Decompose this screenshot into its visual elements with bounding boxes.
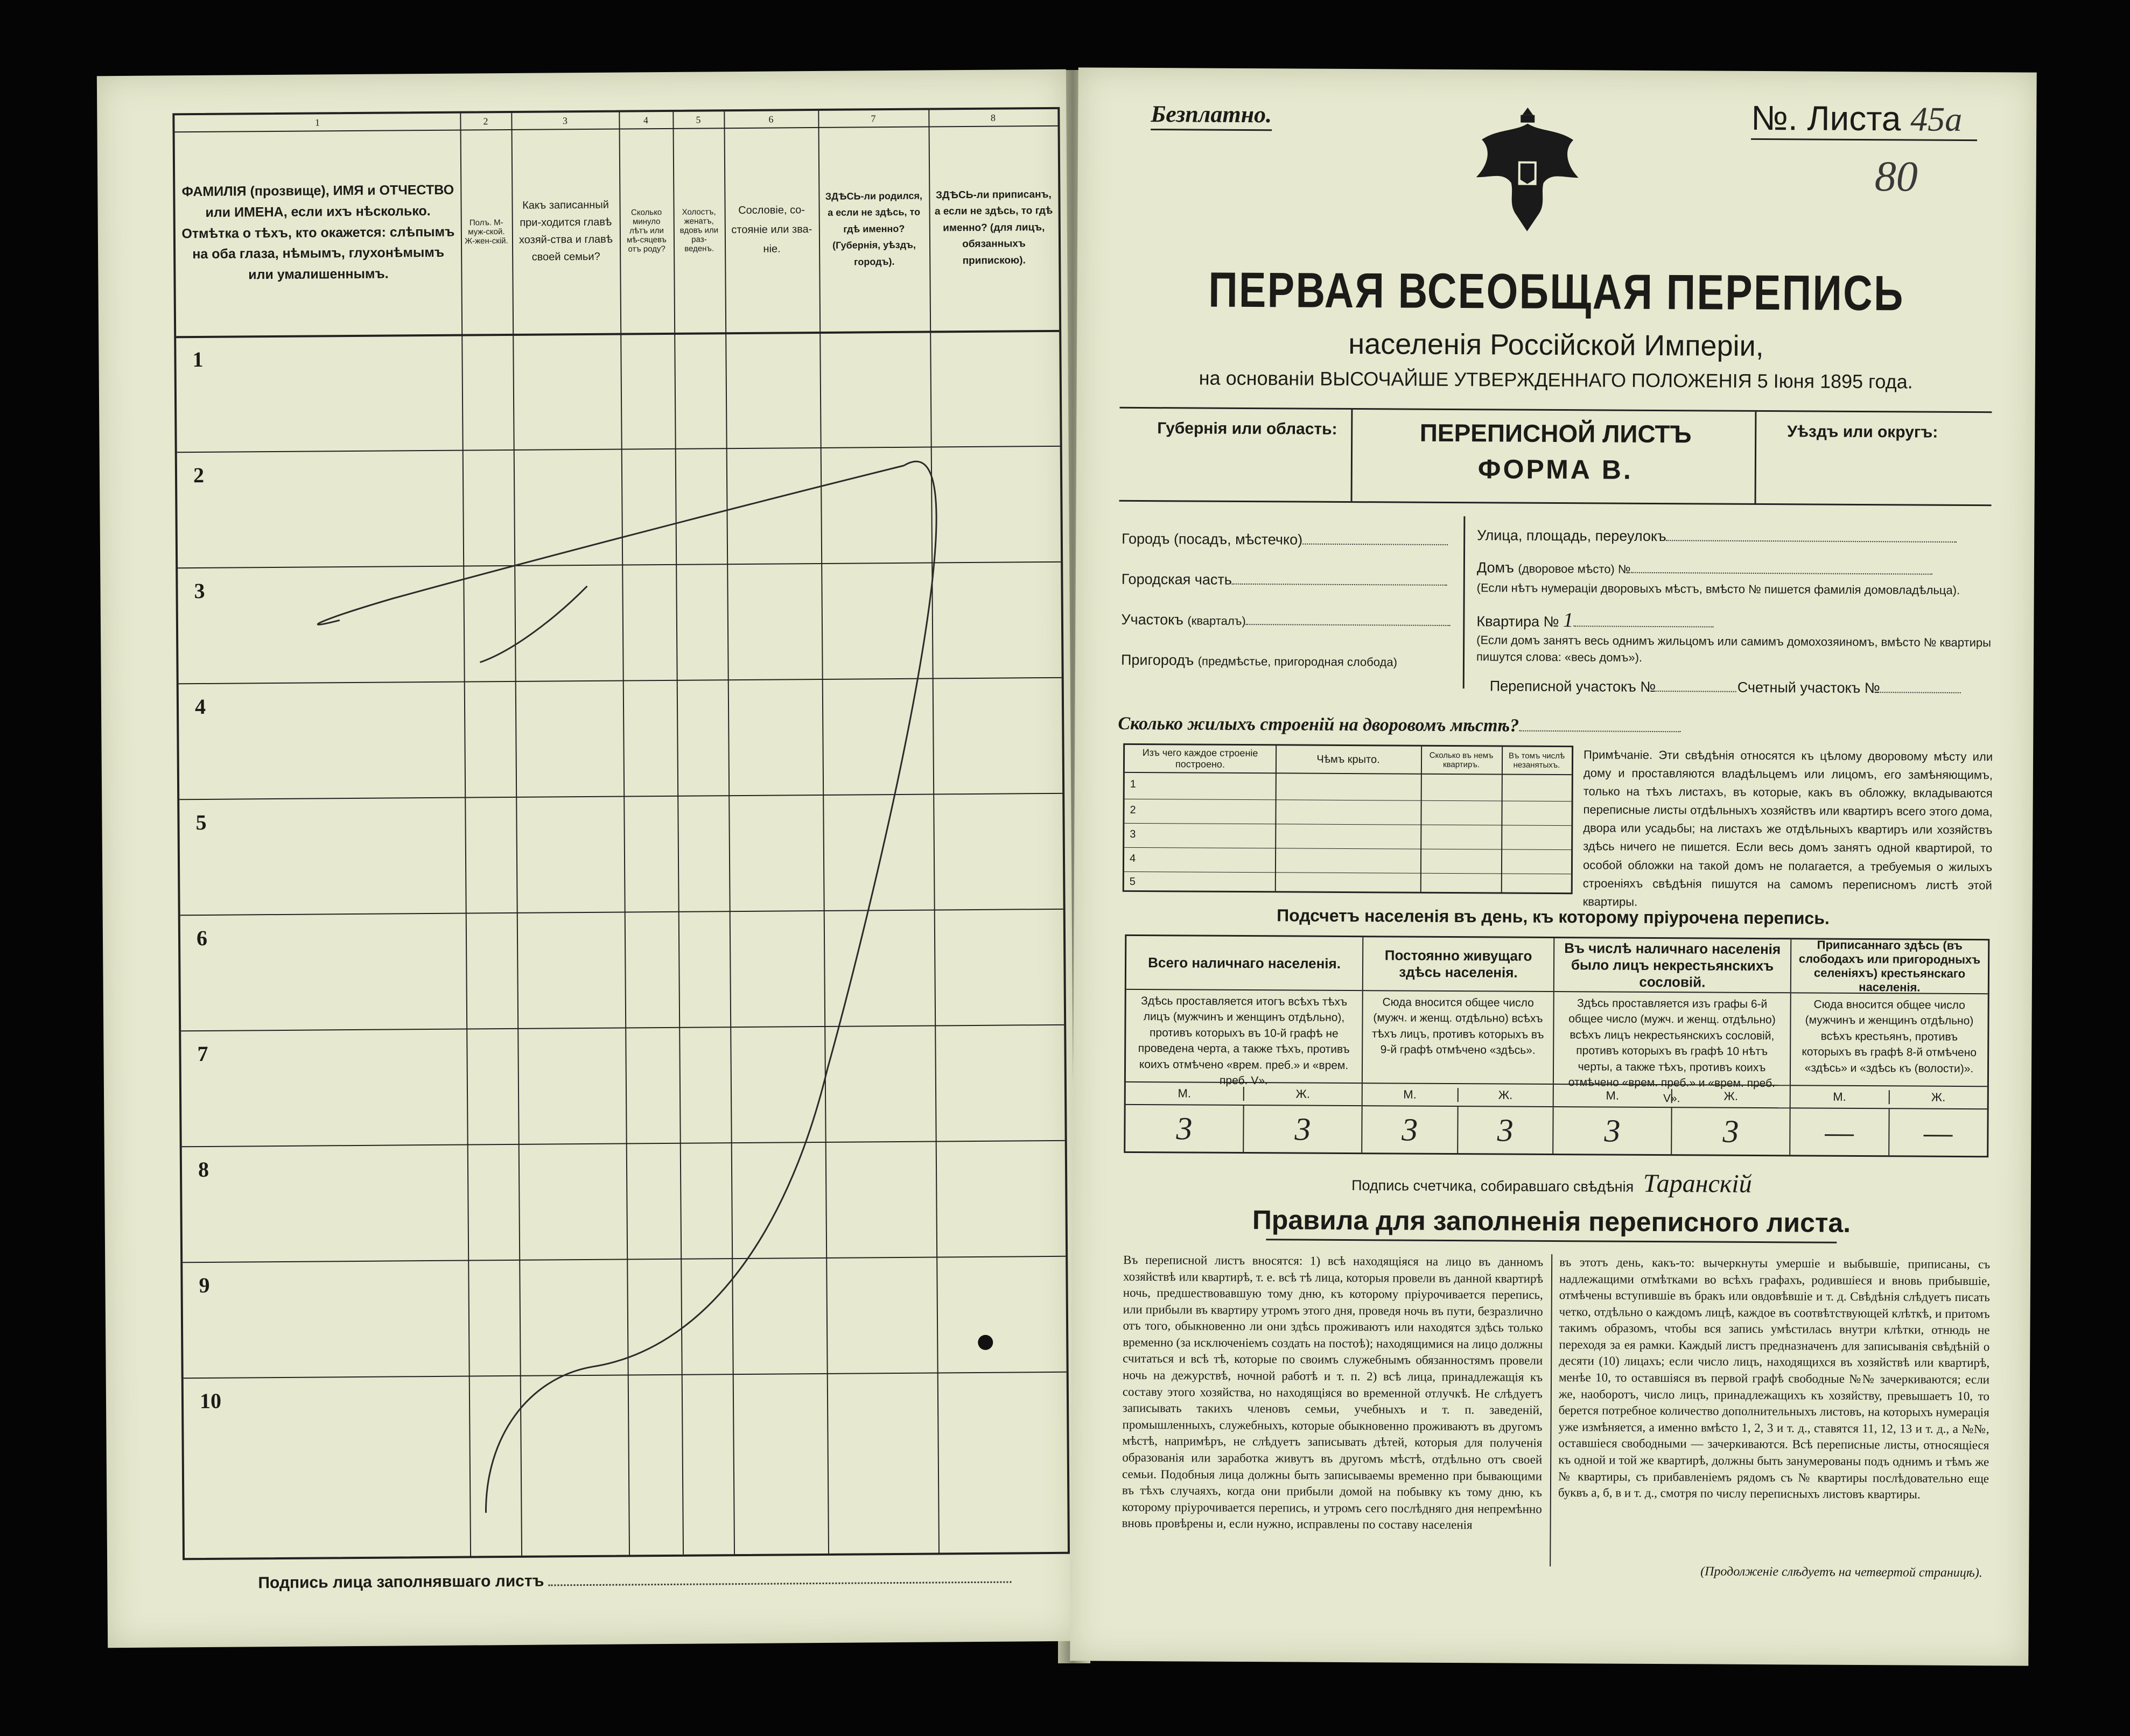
- row-number: 7: [197, 1041, 208, 1066]
- free-of-charge-label: Безплатно.: [1151, 100, 1272, 131]
- row-number: 5: [195, 810, 207, 835]
- right-page: [1070, 67, 2036, 1665]
- city-part-field: [1122, 571, 1447, 589]
- header-relation-column: Какъ записанный при-ходится главѣ хозяй-ства и главѣ своей семьи?: [519, 199, 613, 263]
- female-count: 3: [1671, 1108, 1789, 1155]
- header-birthplace-column: ЗДѢСЬ-ли родился, а если не здѣсь, то гдѣ именно? (Губернія, уѣздъ, городъ).: [825, 190, 923, 268]
- counter-signature-value: Таранскій: [1643, 1169, 1752, 1198]
- population-head: Постоянно живущаго здѣсь населенія.: [1363, 937, 1554, 992]
- page-title: ПЕРВАЯ ВСЕОБЩАЯ ПЕРЕПИСЬ: [1208, 262, 1905, 321]
- census-household-table: [172, 107, 1070, 1560]
- header-sex-column: Полъ. М-муж-ской. Ж-жен-скій.: [465, 217, 508, 246]
- region-header-box: [1119, 407, 1992, 506]
- population-head: Въ числѣ наличнаго населенія было лицъ некрестьянскихъ сословій.: [1554, 938, 1791, 993]
- apartment-instruction: (Если домъ занятъ весь однимъ жильцомъ или самимъ домохозяиномъ, вмѣсто № квартиры пишутся слова: «весь домъ»).: [1476, 633, 1992, 664]
- header-estate-column: Сословіе, со-стояніе или зва-ніе.: [731, 204, 812, 255]
- suburb-note: (предмѣстье, пригородная слобода): [1197, 654, 1398, 669]
- buildings-question: [1118, 714, 1680, 737]
- column-number: 5: [696, 114, 701, 125]
- population-head: Приписаннаго здѣсь (въ слободахъ или пригородныхъ селеніяхъ) крестьянскаго населенія.: [1791, 939, 1988, 994]
- buildings-row-number: 4: [1130, 852, 1136, 865]
- row-number: 9: [199, 1273, 210, 1298]
- city-label: Городъ (посадъ, мѣстечко): [1122, 530, 1303, 548]
- buildings-row-number: 5: [1129, 875, 1136, 888]
- imperial-eagle-icon: [1470, 102, 1584, 237]
- header-age-column: Сколько минуло лѣтъ или мѣ-сяцевъ отъ роду?: [627, 207, 667, 254]
- female-label: Ж.: [1457, 1088, 1553, 1102]
- sheet-number-handwritten-2: 80: [1874, 153, 1918, 201]
- form-label: ФОРМА В.: [1477, 454, 1633, 485]
- house-label: Домъ: [1476, 559, 1515, 576]
- rules-text-left: Въ переписной листъ вносятся: 1) всѣ находящіяся на лицо въ данномъ хозяйствѣ или квартирѣ, т. е. всѣ тѣ лица, которыя провели въ данной квартирѣ ночь, предшествовавшую тому дню, къ которому пріурочивается перепись, или прибыли въ квартиру утромъ этого дня, проведя ночь въ пути, безразлично отъ того, обыкновенно ли они здѣсь проживаютъ или находятся здѣсь только временно (за исключеніемъ создать на постоѣ); находящимися на лицо должны считаться и всѣ тѣ, которые по своимъ служебнымъ обязанностямъ провели ночь на дежурствѣ, ночной работѣ и т. п. 2) всѣ лица, принадлежащія къ составу этого хозяйства, но находящіяся во временной отлучкѣ. Не слѣдуетъ записывать такихъ членовъ семьи, учебныхъ и т. п. заведеній, промышленныхъ, служебныхъ, которые обыкновенно проживаютъ въ другомъ мѣстѣ, напримѣръ, не слѣдуетъ записывать дѣтей, которыя для полученія образованія или заработка живутъ въ другомъ мѣстѣ, отдѣльно отъ своей семьи. Подобныя лица должны быть записываемы временно при бывающими въ тѣхъ случаяхъ, когда они прибыли домой на побывку къ тому дню, къ которому пріурочивается перепись, и утромъ сего послѣдняго дня непремѣнно вновь провѣрены и, если нужно, исправлены по составу населенія: [1122, 1253, 1544, 1532]
- male-count: 3: [1176, 1110, 1193, 1146]
- buildings-note: Примѣчаніе. Эти свѣдѣнія относятся къ цѣлому дворовому мѣсту или дому и проставляются владѣльцемъ или лицомъ, его замѣняющимъ, только на тѣхъ листахъ, въ которые, какъ въ обложку, вкладываются переписные листы отдѣльныхъ хозяйствъ или квартиръ всего этого дома, двора или усадьбы; на листахъ же отдѣльныхъ квартиръ или хозяйствъ здѣсь ничего не пишется. Если весь домъ занятъ одной квартирой, то особой обложки на такой домъ не полагается, а требуемыя о жилыхъ строеніяхъ свѣдѣнія пишутся на самомъ переписномъ листѣ этой квартиры.: [1582, 748, 1993, 909]
- population-desc: Здѣсь проставляется итогъ всѣхъ тѣхъ лицъ (мужчинъ и женщинъ отдѣльно), противъ которыхъ въ 10-й графѣ не проведена черта, а также тѣхъ, противъ коихъ отмѣчено «врем. преб.» и «врем. преб. V».: [1138, 994, 1350, 1087]
- buildings-row-number: 2: [1130, 804, 1136, 816]
- apartment-label: Квартира №: [1476, 613, 1559, 630]
- population-head: Всего наличнаго населенія.: [1126, 936, 1363, 991]
- male-label: М.: [1606, 1088, 1620, 1102]
- rules-text-right: въ этотъ день, какъ-то: вычеркнуты умершіе и выбывшіе, приписаны, съ надлежащими отмѣтками во всѣхъ графахъ, родившіеся и вновь прибывшіе, отмѣчены вступившіе въ бракъ или овдовѣвшіе и т. д. Свѣдѣнія слѣдуетъ писать четко, отдѣльно о каждомъ лицѣ, каждое въ соотвѣтствующей клѣткѣ, и притомъ такимъ образомъ, чтобы вся запись умѣстилась внутри клѣтки, отнюдь не переходя за ея рамки. Каждый листъ предназначенъ для записыванія свѣдѣній о десяти (10) лицахъ; если число лицъ, находящихся въ хозяйствѣ или квартирѣ, менѣе 10, то оставшіяся въ первой графѣ свободные №№ зачеркиваются; если же, наоборотъ, число лицъ, принадлежащихъ къ хозяйству, превышаетъ 10, то берется потребное количество дополнительныхъ листовъ, на которыхъ нумерація уже измѣняется, а именно вмѣсто 1, 2, 3 и т. д., ставятся 11, 12, 13 и т. д., а №№, оставшіеся свободными — зачеркиваются. Всѣ переписные листы, относящіеся къ одной и той же квартирѣ, должны быть занумерованы подъ однимъ и тѣмъ же № квартиры, съ прибавленіемъ рядомъ съ № квартиры послѣдовательно еще буквъ а, б, в и т. д., смотря по числу переписныхъ листовъ квартиры.: [1558, 1255, 1991, 1501]
- female-count: 3: [1243, 1106, 1361, 1152]
- population-desc: Сюда вносится общее число (мужч. и женщ. отдѣльно) всѣхъ тѣхъ лицъ, противъ которыхъ въ 9-й графѣ отмѣчено «здѣсь».: [1372, 996, 1544, 1057]
- counter-signature-label: Подпись счетчика, собиравшаго свѣдѣнія: [1351, 1177, 1634, 1195]
- header-name-column: ФАМИЛІЯ (прозвище), ИМЯ и ОТЧЕСТВО или ИМЕНА, если ихъ нѣсколько. Отмѣтка о тѣхъ, кто окажется: слѣпымъ на оба глаза, нѣмымъ, глухонѣмымъ или умалишеннымъ.: [181, 182, 455, 283]
- rules-title-text: Правила для заполненія переписного листа.: [1252, 1205, 1851, 1238]
- legal-basis-line: на основаніи ВЫСОЧАЙШЕ УТВЕРЖДЕННАГО ПОЛОЖЕНІЯ 5 Іюня 1895 года.: [1199, 367, 1913, 393]
- count-precinct-field: [1737, 679, 1961, 697]
- buildings-question-label: Сколько жилыхъ строеній на дворовомъ мѣстѣ?: [1118, 713, 1519, 736]
- column-number: 6: [768, 114, 774, 125]
- census-precinct-label: Переписной участокъ №: [1489, 678, 1656, 695]
- city-field: [1122, 531, 1448, 549]
- buildings-header-roof: Чѣмъ крыто.: [1276, 746, 1421, 774]
- row-number: 2: [193, 462, 205, 488]
- sheet-number-value: 45а: [1910, 100, 1963, 138]
- male-count: 3: [1604, 1113, 1621, 1149]
- province-label: Губернія или область:: [1157, 419, 1337, 438]
- filler-signature-line: [258, 1569, 1011, 1593]
- column-number: 8: [990, 112, 996, 123]
- street-label: Улица, площадь, переулокъ: [1477, 527, 1666, 545]
- male-label: М.: [1178, 1086, 1192, 1100]
- male-count: 3: [1402, 1112, 1418, 1148]
- row-number: 6: [196, 925, 208, 951]
- population-count-title: Подсчетъ населенія въ день, къ которому пріурочена перепись.: [1277, 905, 1830, 928]
- sheet-number: [1751, 98, 1977, 141]
- female-count: 3: [1457, 1107, 1553, 1154]
- buildings-header-vacant: Въ томъ числѣ незанятыхъ.: [1502, 747, 1572, 775]
- apartment-value: 1: [1563, 609, 1574, 632]
- population-desc: Сюда вносится общее число (мужчинъ и женщинъ отдѣльно) всѣхъ крестьянъ, противъ которыхъ въ графѣ 8-й отмѣчено «здѣсь» и «здѣсь къ (волости)».: [1802, 998, 1977, 1075]
- buildings-header-material: Изъ чего каждое строеніе построено.: [1125, 745, 1276, 774]
- population-column-total: [1125, 936, 1363, 1152]
- buildings-header-apartments: Сколько въ немъ квартиръ.: [1421, 747, 1502, 775]
- precinct-field: [1121, 612, 1451, 630]
- column-number: 2: [483, 116, 488, 127]
- column-number: 4: [643, 115, 648, 126]
- counter-signature: [1073, 1165, 2031, 1200]
- female-label: Ж.: [1888, 1090, 1987, 1105]
- male-label: М.: [1403, 1087, 1417, 1101]
- header-marital-column: Холостъ, женатъ, вдовъ или раз-веденъ.: [679, 207, 719, 254]
- column-number: 1: [314, 117, 320, 128]
- filler-signature-label: Подпись лица заполнявшаго листъ: [258, 1572, 544, 1592]
- female-label: Ж.: [1243, 1087, 1362, 1101]
- male-label: М.: [1833, 1090, 1846, 1104]
- row-number: 10: [199, 1388, 222, 1414]
- census-precinct-field: [1490, 678, 1737, 695]
- apartment-field: [1476, 608, 1713, 632]
- suburb-field: [1121, 652, 1397, 670]
- column-number: 3: [562, 115, 567, 126]
- continued-note: (Продолженіе слѣдуетъ на четвертой страницѣ).: [1700, 1564, 1982, 1580]
- male-count: —: [1825, 1114, 1854, 1150]
- district-label: Уѣздъ или округъ:: [1787, 423, 1938, 441]
- house-note: (дворовое мѣсто) №: [1518, 561, 1631, 576]
- left-page: [97, 69, 1077, 1648]
- female-count: —: [1888, 1109, 1987, 1156]
- header-registration-column: ЗДѢСЬ-ли приписанъ, а если не здѣсь, то гдѣ именно? (для лицъ, обязанныхъ припискою).: [934, 188, 1053, 266]
- sheet-number-label: №. Листа: [1751, 98, 1901, 138]
- female-label: Ж.: [1671, 1089, 1790, 1104]
- suburb-label: Пригородъ: [1120, 651, 1194, 669]
- city-part-label: Городская часть: [1121, 571, 1232, 588]
- precinct-note: (кварталъ): [1187, 614, 1246, 628]
- population-column-permanent: [1362, 937, 1554, 1154]
- house-field: [1477, 559, 1932, 578]
- population-desc: Здѣсь проставляется изъ графы 6-й общее число (мужч. и женщ. отдѣльно) всѣхъ лицъ некрестьянскихъ сословій, противъ которыхъ въ графѣ 10 нѣтъ черты, а также тѣхъ, противъ коихъ отмѣчено «врем. преб.» и «врем. преб. V».: [1568, 997, 1776, 1105]
- buildings-row-number: 1: [1130, 778, 1136, 790]
- count-precinct-label: Счетный участокъ №: [1737, 679, 1880, 697]
- subtitle: населенія Россійской Имперіи,: [1348, 327, 1764, 363]
- row-number: 1: [192, 347, 204, 372]
- population-column-peasant: [1790, 939, 1988, 1156]
- street-field: [1477, 527, 1957, 546]
- population-count-table: [1124, 934, 1989, 1157]
- table-header-row: [175, 125, 1060, 338]
- row-number: 3: [194, 578, 205, 603]
- precinct-label: Участокъ: [1121, 611, 1183, 628]
- population-column-non-peasant: [1553, 938, 1791, 1155]
- rules-title: [1072, 1203, 2030, 1244]
- row-number: 8: [198, 1157, 209, 1182]
- buildings-table: [1123, 743, 1573, 894]
- row-number: 4: [194, 694, 206, 719]
- house-instruction: (Если нѣтъ нумераціи дворовыхъ мѣстъ, вмѣсто № пишется фамилія домовладѣльца).: [1476, 581, 1960, 597]
- column-number: 7: [871, 113, 876, 124]
- buildings-row-number: 3: [1130, 828, 1136, 840]
- census-sheet-title: ПЕРЕПИСНОЙ ЛИСТЪ: [1419, 418, 1692, 448]
